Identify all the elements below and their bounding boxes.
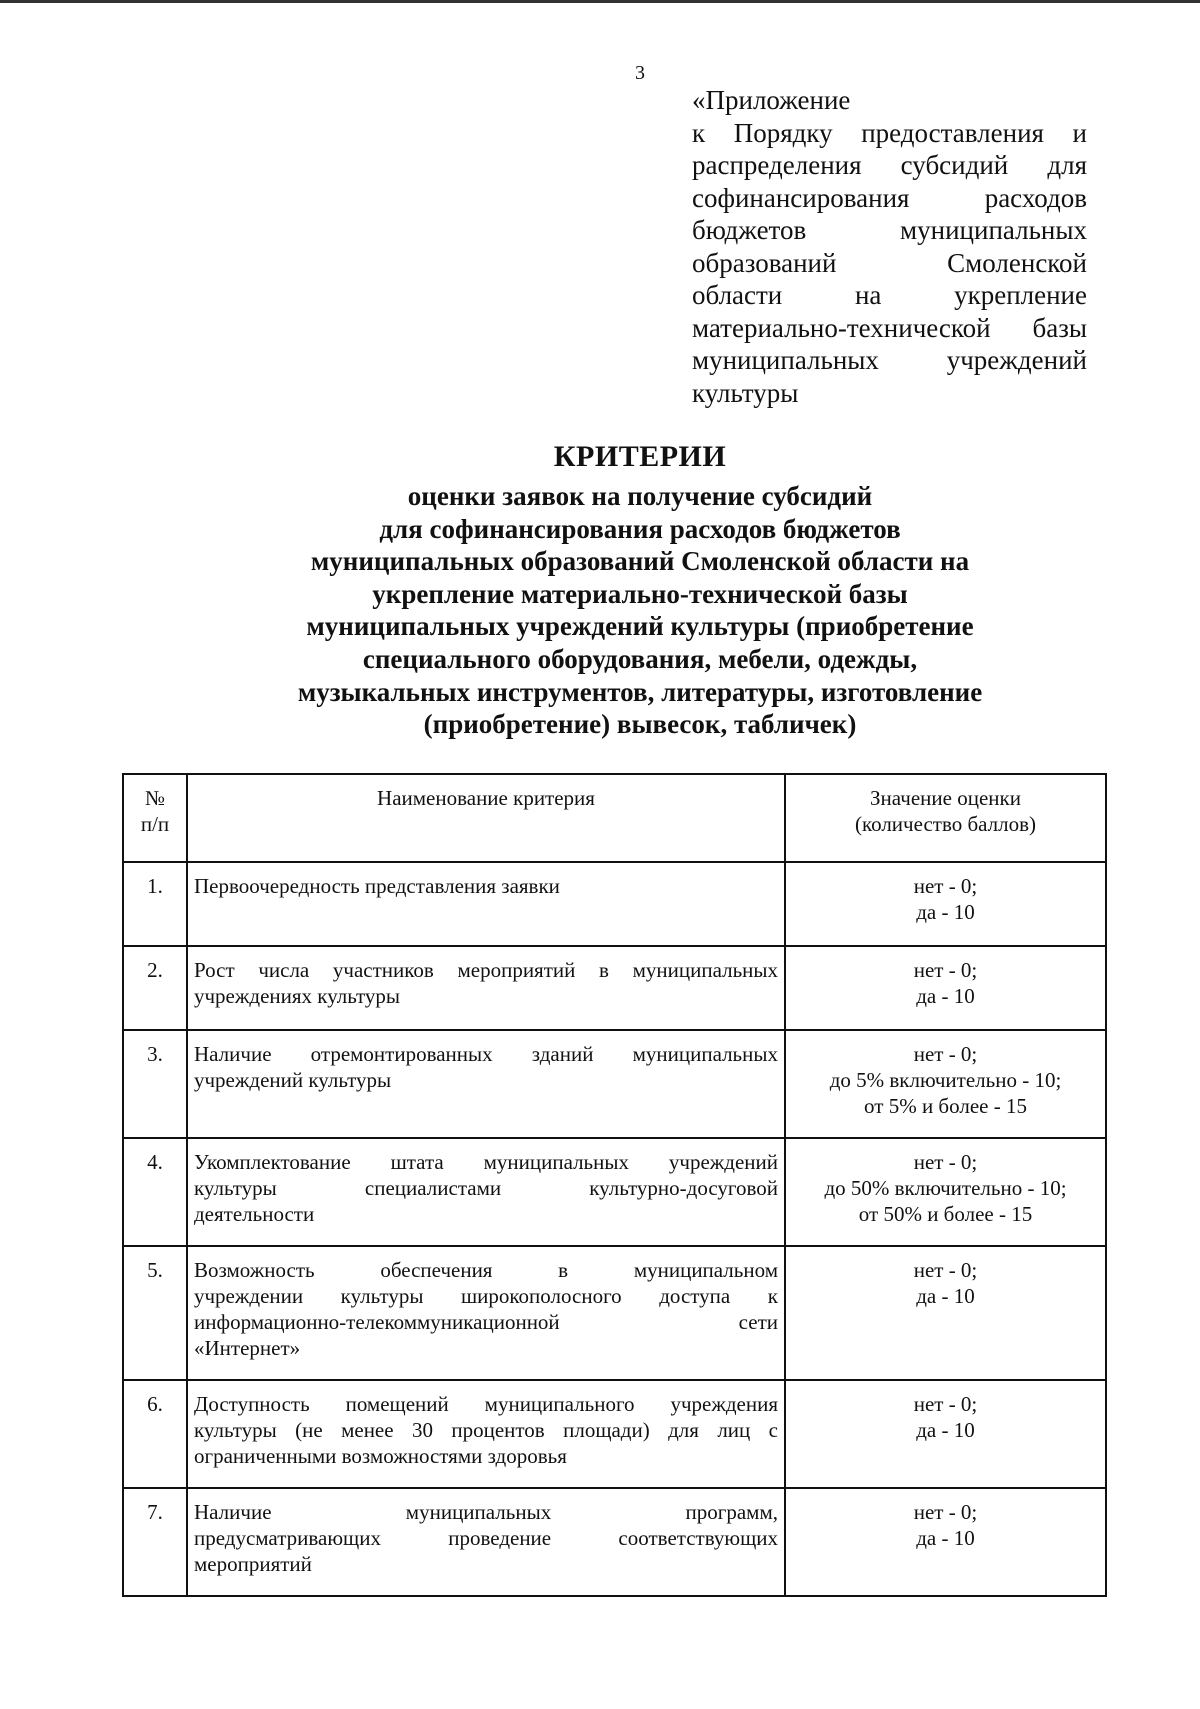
criterion-line: Наличие муниципальных программ, bbox=[194, 1500, 778, 1524]
criterion-line: Рост числа участников мероприятий в муниципальных bbox=[194, 958, 778, 982]
criterion-score bbox=[785, 1246, 1106, 1380]
header-score bbox=[785, 774, 1106, 862]
criterion-line: Наличие отремонтированных зданий муниципальных bbox=[194, 1042, 778, 1066]
criterion-line: культуры (не менее 30 процентов площади) для лиц с bbox=[194, 1418, 778, 1442]
score-line: да - 10 bbox=[916, 1284, 975, 1308]
table-row bbox=[123, 1488, 1106, 1596]
score-line: нет - 0; bbox=[913, 1392, 978, 1416]
appendix-line: распределения субсидий для bbox=[692, 150, 1087, 180]
document-title: КРИТЕРИИ bbox=[553, 440, 727, 473]
table-header-row bbox=[123, 774, 1106, 862]
table-row bbox=[123, 862, 1106, 946]
appendix-line: «Приложение bbox=[692, 85, 851, 115]
score-line: да - 10 bbox=[916, 1526, 975, 1550]
score-line: нет - 0; bbox=[913, 1150, 978, 1174]
header-score-line2: (количество баллов) bbox=[854, 812, 1037, 836]
appendix-block bbox=[692, 84, 1087, 409]
score-line: да - 10 bbox=[916, 900, 975, 924]
criterion-score bbox=[785, 1380, 1106, 1488]
criterion-line: Первоочередность представления заявки bbox=[194, 874, 560, 898]
criterion-score bbox=[785, 1488, 1106, 1596]
appendix-line: бюджетов муниципальных bbox=[692, 215, 1087, 245]
criterion-line: деятельности bbox=[194, 1202, 315, 1226]
subtitle-line: специального оборудования, мебели, одежды, bbox=[362, 643, 918, 674]
subtitle-line: музыкальных инструментов, литературы, изготовление bbox=[297, 676, 983, 707]
criterion-line: мероприятий bbox=[194, 1552, 312, 1576]
score-line: нет - 0; bbox=[913, 1500, 978, 1524]
criterion-line: учреждений культуры bbox=[194, 1068, 392, 1092]
row-number: 4. bbox=[123, 1138, 187, 1246]
score-line: нет - 0; bbox=[913, 874, 978, 898]
criterion-line: предусматривающих проведение соответствующих bbox=[194, 1526, 778, 1550]
criterion-line: культуры специалистами культурно-досуговой bbox=[194, 1176, 778, 1200]
score-line: нет - 0; bbox=[913, 958, 978, 982]
criterion-line: «Интернет» bbox=[194, 1336, 301, 1360]
appendix-line: к Порядку предоставления и bbox=[692, 117, 1087, 148]
criterion-name bbox=[187, 946, 785, 1030]
header-number-line2: п/п bbox=[140, 812, 170, 836]
appendix-line: муниципальных учреждений bbox=[692, 345, 1087, 375]
criterion-score bbox=[785, 1138, 1106, 1246]
page-number: 3 bbox=[635, 62, 645, 84]
row-number: 5. bbox=[123, 1246, 187, 1380]
criterion-score bbox=[785, 946, 1106, 1030]
appendix-line: культуры bbox=[692, 377, 799, 408]
criterion-line: информационно-телекоммуникационной сети bbox=[194, 1310, 778, 1334]
criterion-name bbox=[187, 1030, 785, 1138]
row-number: 2. bbox=[123, 946, 187, 1030]
score-line: нет - 0; bbox=[913, 1042, 978, 1066]
row-number: 6. bbox=[123, 1380, 187, 1488]
row-number: 7. bbox=[123, 1488, 187, 1596]
score-line: до 50% включительно - 10; bbox=[824, 1176, 1067, 1200]
criterion-name bbox=[187, 1138, 785, 1246]
criterion-name bbox=[187, 1488, 785, 1596]
header-criterion-name: Наименование критерия bbox=[187, 774, 785, 862]
criterion-line: Возможность обеспечения в муниципальном bbox=[194, 1258, 778, 1282]
row-number: 3. bbox=[123, 1030, 187, 1138]
table-row bbox=[123, 1246, 1106, 1380]
criterion-score bbox=[785, 862, 1106, 946]
criterion-score bbox=[785, 1030, 1106, 1138]
appendix-line: материально-технической базы bbox=[692, 312, 1087, 343]
criterion-name bbox=[187, 1380, 785, 1488]
table-row bbox=[123, 1138, 1106, 1246]
subtitle-line: укрепление материально-технической базы bbox=[372, 578, 908, 609]
subtitle-line: муниципальных учреждений культуры (приобретение bbox=[306, 611, 974, 642]
header-number bbox=[123, 774, 187, 862]
score-line: нет - 0; bbox=[913, 1258, 978, 1282]
table-row bbox=[123, 1030, 1106, 1138]
appendix-line: софинансирования расходов bbox=[692, 182, 1087, 213]
score-line: да - 10 bbox=[916, 1418, 975, 1442]
table-row bbox=[123, 1380, 1106, 1488]
subtitle-line: для софинансирования расходов бюджетов bbox=[379, 513, 901, 544]
criterion-name bbox=[187, 1246, 785, 1380]
score-line: да - 10 bbox=[916, 984, 975, 1008]
criterion-line: учреждениях культуры bbox=[194, 984, 401, 1008]
subtitle-line: (приобретение) вывесок, табличек) bbox=[423, 709, 857, 740]
subtitle-line: муниципальных образований Смоленской области на bbox=[310, 546, 970, 577]
appendix-line: образований Смоленской bbox=[692, 247, 1087, 278]
table-row bbox=[123, 946, 1106, 1030]
criterion-line: учреждении культуры широкополосного доступа к bbox=[194, 1284, 778, 1308]
score-line: от 50% и более - 15 bbox=[858, 1202, 1033, 1226]
score-line: до 5% включительно - 10; bbox=[829, 1068, 1062, 1092]
document-subtitle bbox=[0, 480, 1200, 741]
header-number-line1: № bbox=[144, 786, 166, 810]
criterion-name bbox=[187, 862, 785, 946]
scan-top-border bbox=[0, 0, 1200, 3]
header-score-line1: Значение оценки bbox=[870, 786, 1021, 810]
appendix-line: области на укрепление bbox=[692, 280, 1087, 310]
score-line: от 5% и более - 15 bbox=[864, 1094, 1027, 1118]
subtitle-line: оценки заявок на получение субсидий bbox=[407, 481, 873, 511]
row-number: 1. bbox=[123, 862, 187, 946]
criterion-line: ограниченными возможностями здоровья bbox=[194, 1444, 567, 1468]
criteria-table bbox=[122, 773, 1107, 1597]
criterion-line: Укомплектование штата муниципальных учреждений bbox=[194, 1150, 778, 1174]
criterion-line: Доступность помещений муниципального учреждения bbox=[194, 1392, 778, 1416]
